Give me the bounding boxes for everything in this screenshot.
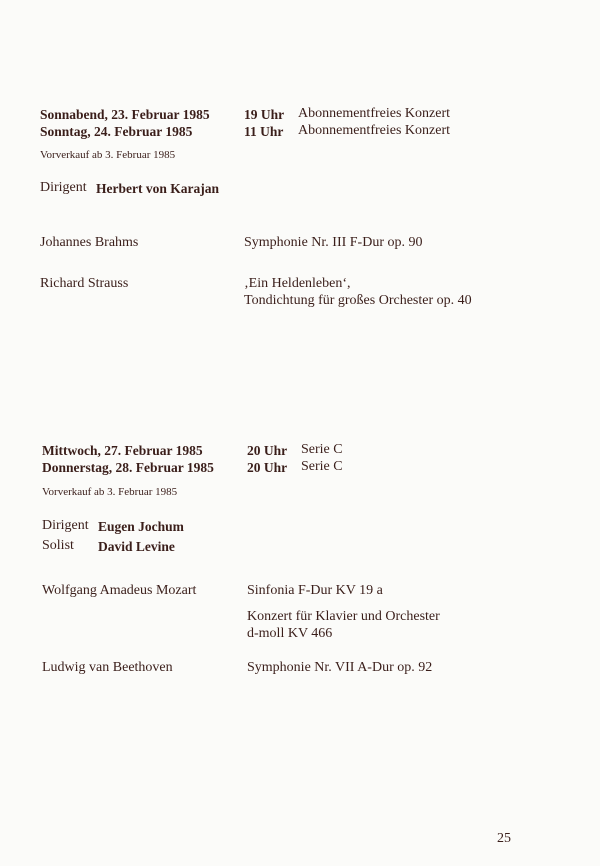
- concert-2-conductor: Eugen Jochum: [98, 519, 184, 534]
- concert-2-composer-1: Wolfgang Amadeus Mozart: [42, 583, 197, 598]
- concert-1-composer-2: Richard Strauss: [40, 276, 129, 291]
- concert-2-type-2: Serie C: [301, 459, 343, 474]
- concert-1-date-2: Sonntag, 24. Februar 1985: [40, 124, 193, 139]
- concert-1-time-1: 19 Uhr: [244, 107, 285, 122]
- concert-2-conductor-label: Dirigent: [42, 518, 89, 533]
- concert-2-time-2: 20 Uhr: [247, 460, 288, 475]
- concert-1-date-1: Sonnabend, 23. Februar 1985: [40, 107, 210, 122]
- concert-1-type-2: Abonnementfreies Konzert: [298, 123, 450, 138]
- concert-2-work-3: Symphonie Nr. VII A-Dur op. 92: [247, 660, 433, 675]
- concert-2-work-1: Sinfonia F-Dur KV 19 a: [247, 583, 383, 598]
- concert-2-time-1: 20 Uhr: [247, 443, 288, 458]
- concert-2-soloist: David Levine: [98, 539, 175, 554]
- concert-2-presale: Vorverkauf ab 3. Februar 1985: [42, 486, 178, 498]
- concert-1-work-1: Symphonie Nr. III F-Dur op. 90: [244, 235, 423, 250]
- concert-1-time-2: 11 Uhr: [244, 124, 284, 139]
- concert-1-conductor: Herbert von Karajan: [96, 181, 219, 196]
- concert-1-work-2-line-1: ‚Ein Heldenleben‘,: [244, 276, 351, 291]
- concert-1-type-1: Abonnementfreies Konzert: [298, 106, 450, 121]
- concert-1-work-2-line-2: Tondichtung für großes Orchester op. 40: [244, 293, 472, 308]
- concert-2-work-2-line-2: d-moll KV 466: [247, 626, 333, 641]
- concert-1-composer-1: Johannes Brahms: [40, 235, 139, 250]
- page-number: 25: [497, 831, 511, 846]
- concert-2-composer-2: Ludwig van Beethoven: [42, 660, 173, 675]
- concert-2-work-2-line-1: Konzert für Klavier und Orchester: [247, 609, 440, 624]
- concert-2-date-1: Mittwoch, 27. Februar 1985: [42, 443, 203, 458]
- concert-2-type-1: Serie C: [301, 442, 343, 457]
- concert-1-presale: Vorverkauf ab 3. Februar 1985: [40, 149, 176, 161]
- concert-2-date-2: Donnerstag, 28. Februar 1985: [42, 460, 214, 475]
- concert-2-soloist-label: Solist: [42, 538, 74, 553]
- concert-1-conductor-label: Dirigent: [40, 180, 87, 195]
